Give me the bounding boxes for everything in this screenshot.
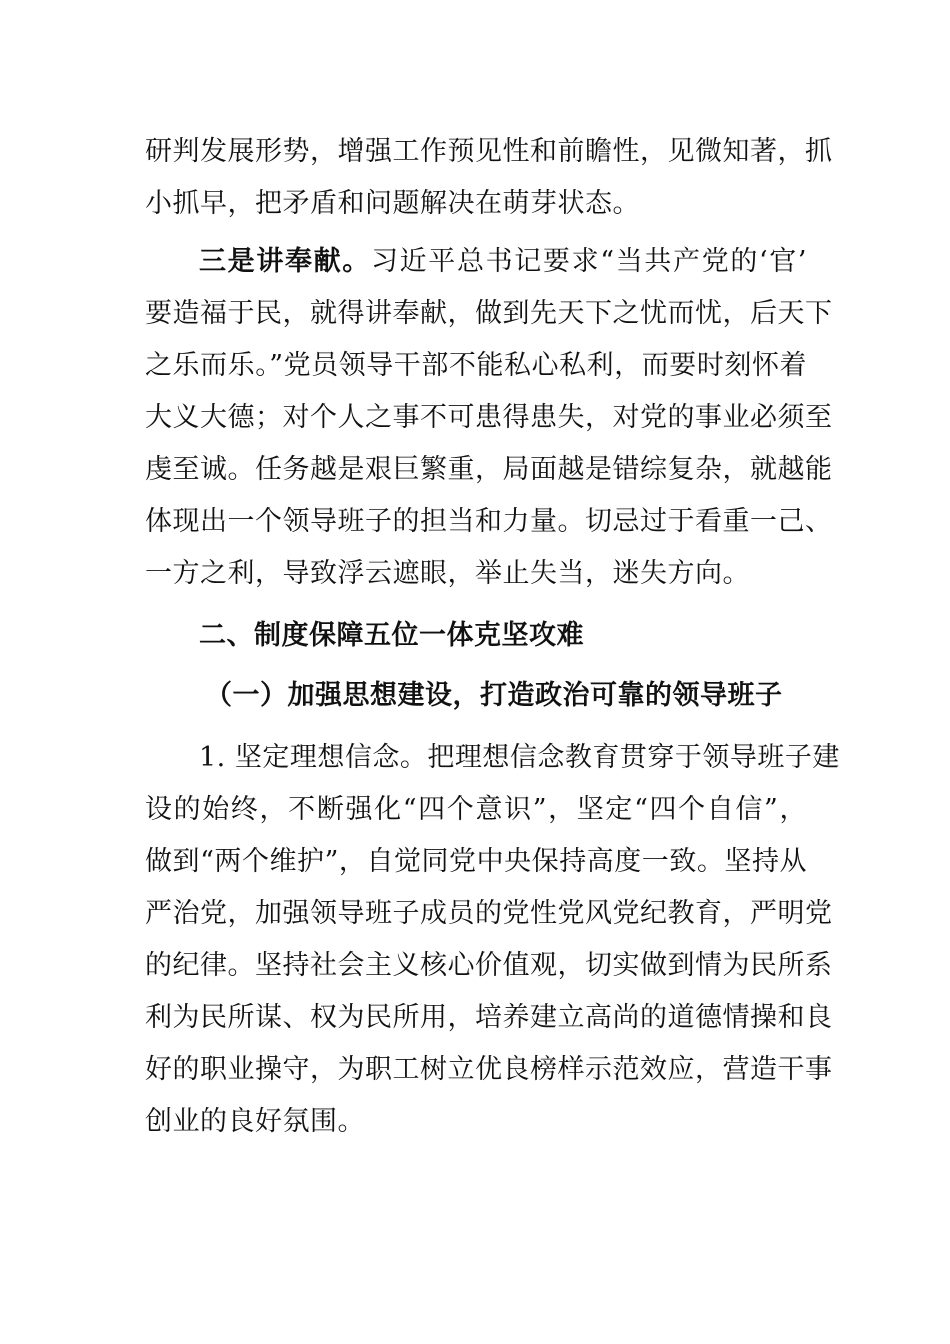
- text-line: 1. 坚定理想信念。把理想信念教育贯穿于领导班子建: [199, 742, 840, 773]
- text-line: 要造福于民，就得讲奉献，做到先天下之忧而忧，后天下: [145, 298, 833, 329]
- text-line: [145, 236, 807, 288]
- subsection-heading: （一）加强思想建设，打造政治可靠的领导班子: [205, 680, 783, 711]
- text-line: 虔至诚。任务越是艰巨繁重，局面越是错综复杂，就越能: [145, 454, 833, 485]
- text-line: 设的始终，不断强化“四个意识”，坚定“四个自信”，: [145, 794, 807, 825]
- text-line: 利为民所谋、权为民所用，培养建立高尚的道德情操和良: [145, 1002, 833, 1033]
- paragraph-dedication: [145, 236, 833, 600]
- text-line: 好的职业操守，为职工树立优良榜样示范效应，营造干事: [145, 1054, 833, 1085]
- paragraph-ideals: [145, 732, 840, 1148]
- section-heading: 二、制度保障五位一体克坚攻难: [199, 620, 584, 651]
- document-body: [145, 126, 840, 1148]
- text-line: 严治党，加强领导班子成员的党性党风党纪教育，严明党: [145, 898, 833, 929]
- text-line: 大义大德；对个人之事不可患得患失，对党的事业必须至: [145, 402, 833, 433]
- text-line: 小抓早，把矛盾和问题解决在萌芽状态。: [145, 188, 640, 219]
- text-line: 体现出一个领导班子的担当和力量。切忌过于看重一己、: [145, 506, 833, 537]
- text-line: 创业的良好氛围。: [145, 1106, 365, 1137]
- text-line: 研判发展形势，增强工作预见性和前瞻性，见微知著，抓: [145, 136, 833, 167]
- text-line: 的纪律。坚持社会主义核心价值观，切实做到情为民所系: [145, 950, 833, 981]
- paragraph-lead: 三是讲奉献。: [199, 246, 371, 277]
- text-line: 之乐而乐。”党员领导干部不能私心私利，而要时刻怀着: [145, 350, 807, 381]
- paragraph-continuation: [145, 126, 833, 230]
- text-span: 习近平总书记要求“当共产党的‘官’: [370, 246, 808, 277]
- text-line: 一方之利，导致浮云遮眼，举止失当，迷失方向。: [145, 558, 750, 589]
- text-line: 做到“两个维护”，自觉同党中央保持高度一致。坚持从: [145, 846, 807, 877]
